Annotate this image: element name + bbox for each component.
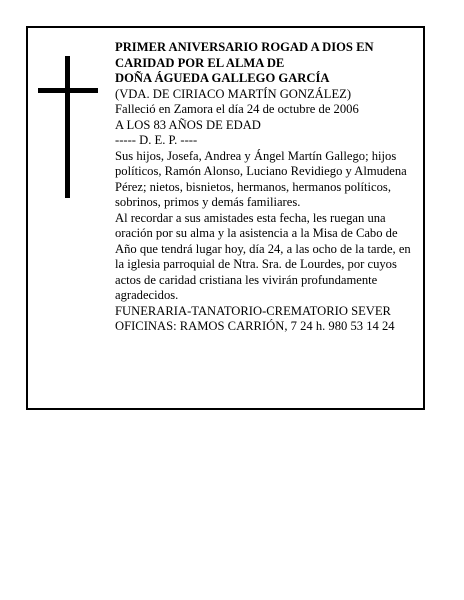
rip-line: ----- D. E. P. ---- [115, 133, 198, 147]
obituary-notice [26, 26, 425, 410]
header-line-1: PRIMER ANIVERSARIO ROGAD A DIOS EN [115, 40, 374, 54]
age-at-death: A LOS 83 AÑOS DE EDAD [115, 117, 261, 132]
cross-horizontal-bar [38, 88, 98, 93]
family-paragraph: Sus hijos, Josefa, Andrea y Ángel Martín Gallego; hijos políticos, Ramón Alonso, Luciano Revidiego y Almudena Pérez; nietos, bisnietos, hermanos, hermanos políticos, sobrinos, primos y demás familiares. [115, 148, 407, 209]
cross-icon [38, 56, 98, 198]
widow-of: (VDA. DE CIRIACO MARTÍN GONZÁLEZ) [115, 86, 352, 101]
funeral-home: FUNERARIA-TANATORIO-CREMATORIO SEVER [115, 303, 391, 318]
request-paragraph: Al recordar a sus amistades esta fecha, les ruegan una oración por su alma y la asistencia a la Misa de Cabo de Año que tendrá lugar hoy, día 24, a las ocho de la tarde, en la iglesia parroquial de Ntra. Sra. de Lourdes, por cuyos actos de caridad cristiana les vivirán profundamente agradecidos. [115, 210, 411, 302]
death-info: Falleció en Zamora el día 24 de octubre de 2006 [115, 102, 359, 116]
deceased-name: DOÑA ÁGUEDA GALLEGO GARCÍA [115, 71, 330, 85]
notice-text [115, 40, 421, 335]
cross-vertical-bar [65, 56, 70, 198]
header-line-2: CARIDAD POR EL ALMA DE [115, 55, 285, 70]
offices: OFICINAS: RAMOS CARRIÓN, 7 24 h. 980 53 14 24 [115, 319, 395, 333]
